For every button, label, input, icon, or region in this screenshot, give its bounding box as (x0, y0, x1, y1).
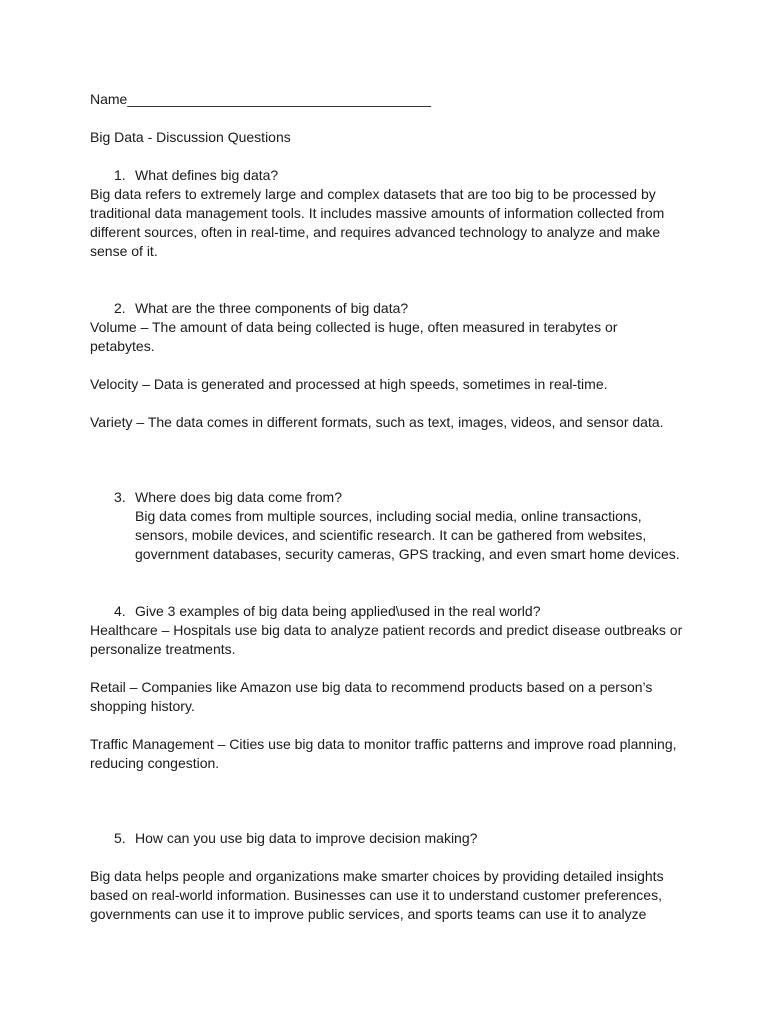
answer-line: based on real-world information. Businesses can use it to understand customer preferences, (90, 887, 662, 903)
question-number: 4. (114, 603, 126, 619)
question-5 (90, 829, 690, 848)
answer-4-retail (90, 678, 690, 716)
question-3 (90, 488, 690, 507)
name-label: Name (90, 91, 128, 107)
answer-1 (90, 185, 690, 261)
answer-4-traffic (90, 735, 690, 773)
document-page (90, 90, 690, 924)
question-text: How can you use big data to improve decision making? (135, 830, 478, 846)
answer-5 (90, 867, 690, 924)
name-field-line (90, 90, 690, 109)
answer-line: Traffic Management – Cities use big data to monitor traffic patterns and improve road planning, (90, 736, 677, 752)
answer-line: Big data helps people and organizations make smarter choices by providing detailed insights (90, 868, 664, 884)
answer-line: Big data comes from multiple sources, including social media, online transactions, (135, 508, 642, 524)
answer-line: sense of it. (90, 243, 158, 259)
answer-line: petabytes. (90, 338, 155, 354)
answer-line: different sources, often in real-time, and requires advanced technology to analyze and make (90, 224, 661, 240)
answer-line: personalize treatments. (90, 641, 236, 657)
question-number: 3. (114, 489, 126, 505)
answer-line: Retail – Companies like Amazon use big data to recommend products based on a person’s (90, 679, 653, 695)
question-text: What are the three components of big data? (135, 300, 409, 316)
question-text: What defines big data? (135, 167, 279, 183)
question-4 (90, 602, 690, 621)
question-number: 2. (114, 300, 126, 316)
answer-2-variety: Variety – The data comes in different formats, such as text, images, videos, and sensor data. (90, 414, 664, 430)
answer-2-volume (90, 318, 690, 356)
answer-line: sensors, mobile devices, and scientific research. It can be gathered from websites, (135, 527, 647, 543)
question-text: Where does big data come from? (135, 489, 342, 505)
answer-line: reducing congestion. (90, 755, 220, 771)
answer-line: shopping history. (90, 698, 195, 714)
answer-line: Healthcare – Hospitals use big data to analyze patient records and predict disease outbreaks or (90, 622, 683, 638)
question-text: Give 3 examples of big data being applied\used in the real world? (135, 603, 541, 619)
answer-4-healthcare (90, 621, 690, 659)
answer-3 (90, 507, 690, 564)
name-blank: _______________________________________ (127, 91, 432, 107)
answer-line: Big data refers to extremely large and complex datasets that are too big to be processed by (90, 186, 656, 202)
answer-line: government databases, security cameras, GPS tracking, and even smart home devices. (135, 546, 680, 562)
answer-2-velocity: Velocity – Data is generated and processed at high speeds, sometimes in real-time. (90, 376, 608, 392)
answer-line: traditional data management tools. It includes massive amounts of information collected from (90, 205, 665, 221)
document-title: Big Data - Discussion Questions (90, 129, 291, 145)
answer-line: governments can use it to improve public services, and sports teams can use it to analyze (90, 906, 647, 922)
question-number: 1. (114, 167, 126, 183)
question-2 (90, 299, 690, 318)
answer-line: Volume – The amount of data being collected is huge, often measured in terabytes or (90, 319, 618, 335)
question-number: 5. (114, 830, 126, 846)
question-1 (90, 166, 690, 185)
